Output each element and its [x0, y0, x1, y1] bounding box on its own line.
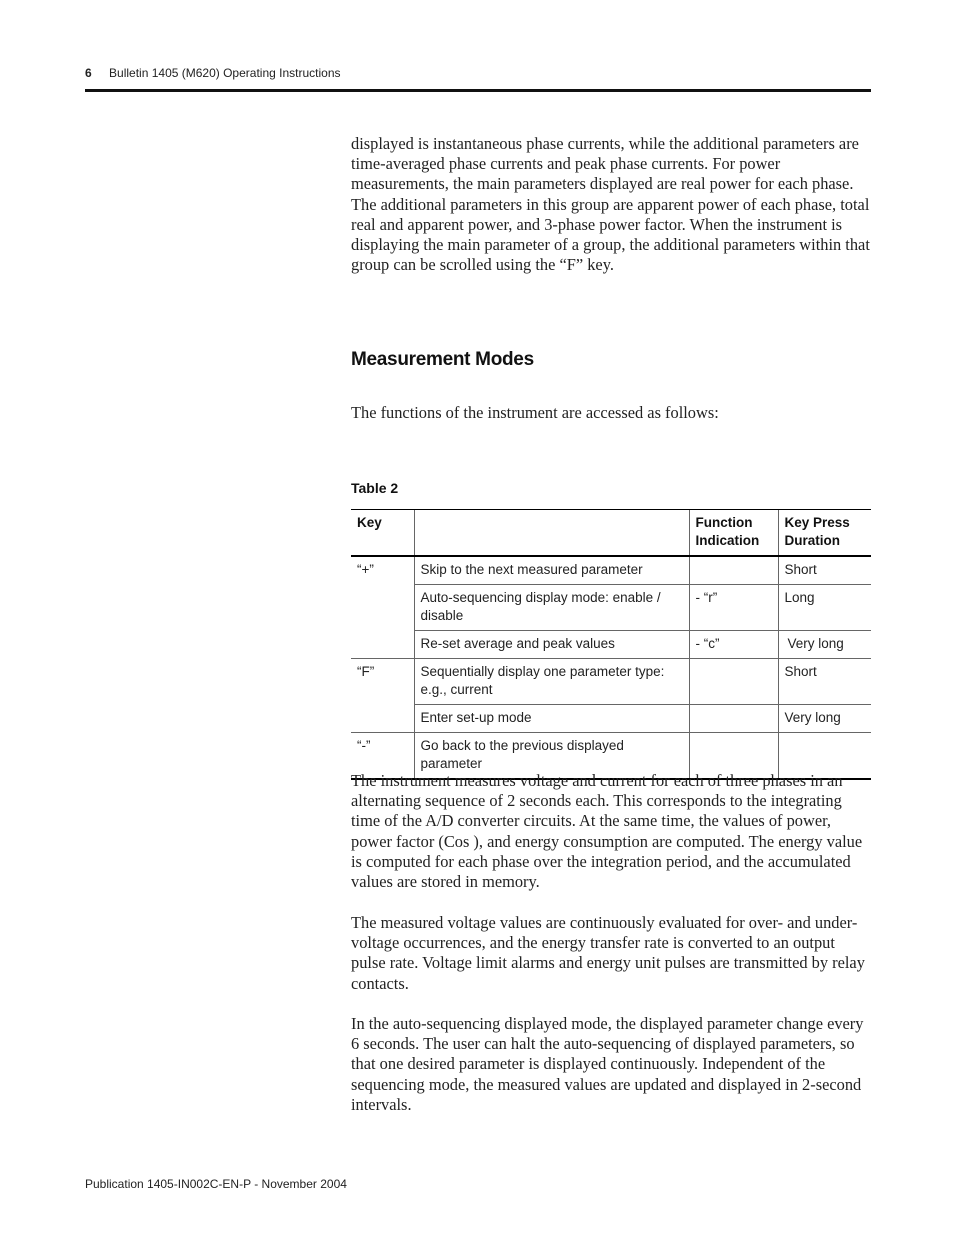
key-cell: “F” [357, 664, 375, 679]
description-cell: Sequentially display one parameter type: e.g., current [414, 659, 689, 705]
description-cell: Skip to the next measured parameter [414, 556, 689, 585]
key-cell [351, 631, 414, 659]
page-number: 6 [85, 66, 92, 80]
key-function-table [351, 509, 871, 780]
key-cell [351, 585, 414, 631]
duration-cell: Long [778, 585, 871, 631]
description-cell: Auto-sequencing display mode: enable / disable [414, 585, 689, 631]
description-cell: Re-set average and peak values [414, 631, 689, 659]
header-description [414, 510, 689, 557]
key-cell [351, 705, 414, 733]
document-title: Bulletin 1405 (M620) Operating Instructions [109, 66, 341, 80]
duration-cell: Very long [778, 705, 871, 733]
measurement-paragraph: The instrument measures voltage and current for each of three phases in an alternating sequence of 2 seconds each. This corresponds to the integrating time of the A/D converter circuits. At the same time, the values of power, power factor (Cos ), and energy consumption are computed. The energy value is computed for each phase over the integration period, and the accumulated values are stored in memory. [351, 771, 863, 892]
intro-paragraph: displayed is instantaneous phase currents, while the additional parameters are time-averaged phase currents and peak phase currents. For power measurements, the main parameters displayed are real power for each phase. The additional parameters in this group are apparent power of each phase, total real and apparent power, and 3-phase power factor. When the instrument is displaying the main parameter of a group, the additional parameters within that group can be scrolled using the “F” key. [351, 134, 870, 275]
table-row [351, 705, 871, 733]
section-heading: Measurement Modes [351, 349, 534, 370]
lead-paragraph: The functions of the instrument are accessed as follows: [351, 403, 719, 422]
indication-cell [689, 556, 778, 585]
table-row [351, 585, 871, 631]
key-cell: “+” [357, 562, 374, 577]
header-key: Key [351, 510, 414, 557]
indication-cell: - “c” [689, 631, 778, 659]
header-function-indication: Function Indication [689, 510, 778, 557]
table-row [351, 556, 871, 585]
page-footer: Publication 1405-IN002C-EN-P - November 2004 [85, 1177, 347, 1191]
description-cell: Go back to the previous displayed parameter [414, 733, 689, 780]
table-row [351, 659, 871, 705]
auto-sequencing-paragraph: In the auto-sequencing displayed mode, the displayed parameter change every 6 seconds. The user can halt the auto-sequencing of displayed parameters, so that one desired parameter is displayed continuously. Independent of the sequencing mode, the measured values are updated and displayed in 2-second intervals. [351, 1014, 864, 1114]
table-row [351, 631, 871, 659]
duration-cell: Short [778, 659, 871, 705]
duration-cell: Very long [778, 631, 871, 659]
indication-cell [689, 705, 778, 733]
header-rule [85, 89, 871, 92]
key-cell: “-” [351, 733, 414, 780]
voltage-paragraph: The measured voltage values are continuously evaluated for over- and under-voltage occurrences, and the energy transfer rate is converted to an output pulse rate. Voltage limit alarms and energy unit pulses are transmitted by relay contacts. [351, 913, 865, 993]
duration-cell: Short [778, 556, 871, 585]
indication-cell [689, 659, 778, 705]
table-caption: Table 2 [351, 480, 399, 496]
indication-cell: - “r” [689, 585, 778, 631]
description-cell: Enter set-up mode [414, 705, 689, 733]
table-header-row [351, 510, 871, 557]
header-key-press-duration: Key Press Duration [778, 510, 871, 557]
page-header [85, 66, 871, 80]
